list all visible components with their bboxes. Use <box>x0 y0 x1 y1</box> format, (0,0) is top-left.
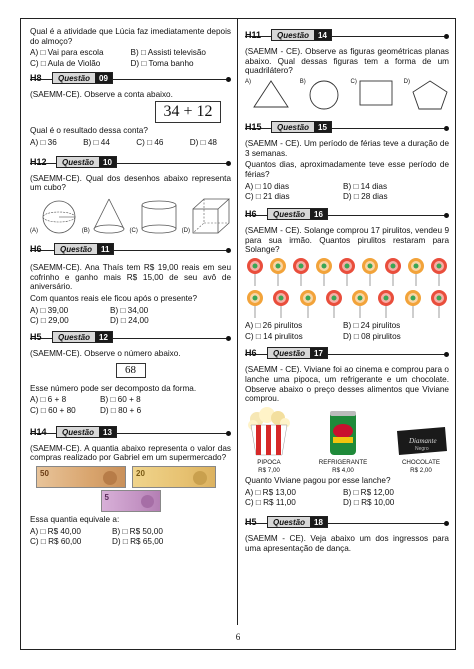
option-b: B) □ R$ 50,00 <box>112 526 163 536</box>
question-text: (SAEMM-CE). Observe o número abaixo. <box>30 349 181 359</box>
question-prompt: Quanto Viviane pagou por esse lanche? <box>245 476 391 486</box>
question-12 <box>30 331 231 416</box>
skill-code: H5 <box>30 332 42 343</box>
question-header <box>245 347 449 361</box>
question-13 <box>30 426 231 547</box>
question-text: (SAEMM - CE). Observe as figuras geométricas planas abaixo. Qual dessas figuras tem a forma de um quadrilátero? <box>245 47 449 76</box>
question-10 <box>30 156 231 235</box>
option-b: B) □ R$ 12,00 <box>343 487 394 497</box>
banknote-50: 50 <box>36 466 126 488</box>
lollipop-icon <box>383 257 403 287</box>
question-tag: Questão 10 <box>56 156 117 168</box>
skill-code: H11 <box>245 30 262 40</box>
snack-items <box>245 407 449 474</box>
pentagon-icon <box>411 79 449 111</box>
question-prompt: Qual é o resultado dessa conta? <box>30 126 148 136</box>
lollipop-icon <box>406 257 426 287</box>
popcorn-icon <box>245 407 293 457</box>
skill-code: H14 <box>30 426 47 437</box>
question-text: (SAEMM-CE). Ana Thaís tem R$ 19,00 reais em seu cofrinho e ganho mais R$ 15,00 de seu avô de aniversário. <box>30 263 231 292</box>
solids-figures <box>30 197 231 235</box>
left-column <box>21 19 237 625</box>
rectangle-icon <box>358 79 394 107</box>
question-header <box>245 29 449 43</box>
option-a: A) □ 6 + 8 <box>30 395 67 405</box>
worksheet-page <box>20 18 456 650</box>
question-header <box>30 331 231 345</box>
lollipop-icon <box>245 257 265 287</box>
lollipop-icon <box>324 289 344 319</box>
chocolate-item: Diamante Negro CHOCOLATE R$ 2,00 <box>393 425 449 474</box>
option-c: C) □ R$ 60,00 <box>30 537 82 547</box>
svg-text:Diamante: Diamante <box>408 437 437 446</box>
option-a: A) □ R$ 40,00 <box>30 526 81 536</box>
question-text: (SAEMM-CE). Observe a conta abaixo. <box>30 89 173 99</box>
question-17 <box>245 347 449 508</box>
lollipop-icon <box>291 257 311 287</box>
question-header <box>30 426 231 440</box>
question-tag: Questão 13 <box>56 426 117 438</box>
options <box>30 306 231 326</box>
option-c: C) □ R$ 11,00 <box>245 498 296 508</box>
lollipops-row <box>245 257 449 287</box>
chocolate-bar-icon <box>393 425 449 457</box>
option-b: B) □ 14 dias <box>343 181 388 191</box>
question-text: (SAEMM-CE). A quantia abaixo representa o valor das compras realizado por Gabriel em um supermercado? <box>30 443 231 463</box>
lollipop-icon <box>376 289 396 319</box>
figure-d: (D) <box>182 197 231 235</box>
number-box: 68 <box>116 363 146 378</box>
cone-icon <box>91 197 127 235</box>
question-18 <box>245 516 449 553</box>
question-prompt: Com quantos reais ele ficou após o presente? <box>30 294 198 304</box>
question-header <box>245 121 449 135</box>
lollipop-icon <box>337 257 357 287</box>
option-a: A) □ 10 dias <box>245 181 290 191</box>
option-d: D) □ 08 pirulitos <box>343 331 401 341</box>
skill-code: H15 <box>245 122 262 133</box>
question-header <box>30 243 231 257</box>
skill-code: H6 <box>245 209 257 220</box>
question-tag: Questão 18 <box>267 516 328 528</box>
banknote-20: 20 <box>132 466 216 488</box>
lollipop-icon <box>429 257 449 287</box>
option-c: C) □ 29,00 <box>30 316 69 326</box>
figure-c: C) <box>351 79 394 107</box>
question-text: (SAEMM - CE). Veja abaixo um dos ingressos para uma apresentação de dança. <box>245 534 449 553</box>
question-text: (SAEMM-CE). Qual dos desenhos abaixo representa um cubo? <box>30 173 231 193</box>
options <box>245 488 449 508</box>
lollipop-icon <box>350 289 370 319</box>
option-b: B) □ 24 pirulitos <box>343 321 401 331</box>
skill-code: H6 <box>245 348 257 359</box>
figure-c: (C) <box>130 199 179 235</box>
lollipop-icon <box>429 289 449 319</box>
figure-a: (A) <box>30 199 79 235</box>
option-c: C) □ 14 pirulitos <box>245 331 303 341</box>
lollipops-row <box>245 289 449 319</box>
question-tag: Questão 09 <box>52 72 113 84</box>
option-c: C) □ 46 <box>136 138 164 148</box>
question-09 <box>30 72 231 148</box>
options <box>245 321 449 341</box>
option-d: D) □ 80 + 6 <box>100 406 142 416</box>
option-a: A) □ 36 <box>30 138 57 148</box>
question-tag: Questão 11 <box>54 243 114 255</box>
question-11 <box>30 243 231 326</box>
question-text: (SAEMM - CE). Viviane foi ao cinema e comprou para o lanche uma pipoca, um refrigerante e um chocolate. Observe abaixo o preço desses alimentos que Viviane comprou. <box>245 365 449 404</box>
skill-code: H6 <box>30 244 42 255</box>
lollipop-icon <box>268 257 288 287</box>
option-d: D) □ 48 <box>189 138 217 148</box>
skill-code: H12 <box>30 156 47 167</box>
soda-can-icon <box>324 407 362 457</box>
option-a: A) □ 26 pirulitos <box>245 321 303 331</box>
options <box>30 138 217 148</box>
circle-icon <box>307 79 341 111</box>
plane-figures <box>245 79 449 111</box>
question-header <box>30 156 231 170</box>
question-prompt: Esse número pode ser decomposto da forma. <box>30 383 197 393</box>
figure-d: D) <box>404 79 449 111</box>
option-b: B) □ 60 + 8 <box>100 395 141 405</box>
page-number: 6 <box>235 632 241 643</box>
question-header <box>245 208 449 222</box>
option-d: D) □ R$ 65,00 <box>112 537 164 547</box>
soda-item: REFRIGERANTE R$ 4,00 <box>319 407 367 474</box>
popcorn-item: PIPOCA R$ 7,00 <box>245 407 293 474</box>
lollipop-icon <box>360 257 380 287</box>
svg-text:Negro: Negro <box>414 446 429 453</box>
skill-code: H8 <box>30 72 42 83</box>
cube-icon <box>191 197 231 235</box>
option-d: D) □ Toma banho <box>130 59 194 69</box>
figure-a: A) <box>245 79 290 109</box>
question-prompt: Essa quantia equivale a: <box>30 515 120 525</box>
option-d: D) □ R$ 10,00 <box>343 498 395 508</box>
question-header <box>245 516 449 530</box>
sphere-icon <box>39 199 79 235</box>
option-b: B) □ Assisti televisão <box>130 48 206 58</box>
lollipop-icon <box>403 289 423 319</box>
question-text: (SAEMM - CE). Um período de férias teve a duração de 3 semanas. <box>245 139 449 158</box>
option-c: C) □ Aula de Violão <box>30 59 101 69</box>
question-tag: Questão 14 <box>271 29 332 41</box>
option-a: A) □ 39,00 <box>30 305 69 315</box>
triangle-icon <box>252 79 290 109</box>
skill-code: H5 <box>245 517 257 528</box>
column-divider <box>237 19 238 625</box>
question-text: (SAEMM - CE). Solange comprou 17 pirulitos, vendeu 9 para sua irmão. Quantos pirulitos restaram para Solange? <box>245 226 449 255</box>
cylinder-icon <box>139 199 179 235</box>
question-continued <box>30 27 231 69</box>
lollipop-icon <box>314 257 334 287</box>
option-d: D) □ 24,00 <box>110 316 149 326</box>
lollipop-icon <box>245 289 265 319</box>
banknote-5: 5 <box>101 490 161 512</box>
options <box>245 182 449 202</box>
figure-b: B) <box>300 79 341 111</box>
question-15 <box>245 121 449 202</box>
question-text: Qual é a atividade que Lúcia faz imediatamente depois do almoço? <box>30 27 231 46</box>
figure-b: (B) <box>82 197 127 235</box>
lollipop-icon <box>271 289 291 319</box>
question-16 <box>245 208 449 341</box>
option-a: A) □ R$ 13,00 <box>245 487 296 497</box>
option-b: B) □ 34,00 <box>110 305 149 315</box>
expression-box: 34 + 12 <box>155 101 221 123</box>
question-tag: Questão 15 <box>271 121 332 133</box>
right-column <box>239 19 457 625</box>
option-d: D) □ 28 dias <box>343 192 388 202</box>
banknotes <box>30 466 231 488</box>
options <box>30 395 231 415</box>
options <box>30 527 231 547</box>
option-b: B) □ 44 <box>83 138 110 148</box>
question-14 <box>245 29 449 111</box>
options <box>30 48 231 68</box>
question-prompt: Quantos dias, aproximadamente teve esse período de férias? <box>245 160 449 180</box>
question-tag: Questão 17 <box>267 347 328 359</box>
question-header <box>30 72 231 86</box>
question-tag: Questão 16 <box>267 208 328 220</box>
option-c: C) □ 21 dias <box>245 192 290 202</box>
question-tag: Questão 12 <box>52 331 113 343</box>
lollipop-icon <box>298 289 318 319</box>
option-c: C) □ 60 + 80 <box>30 406 76 416</box>
option-a: A) □ Vai para escola <box>30 48 104 58</box>
